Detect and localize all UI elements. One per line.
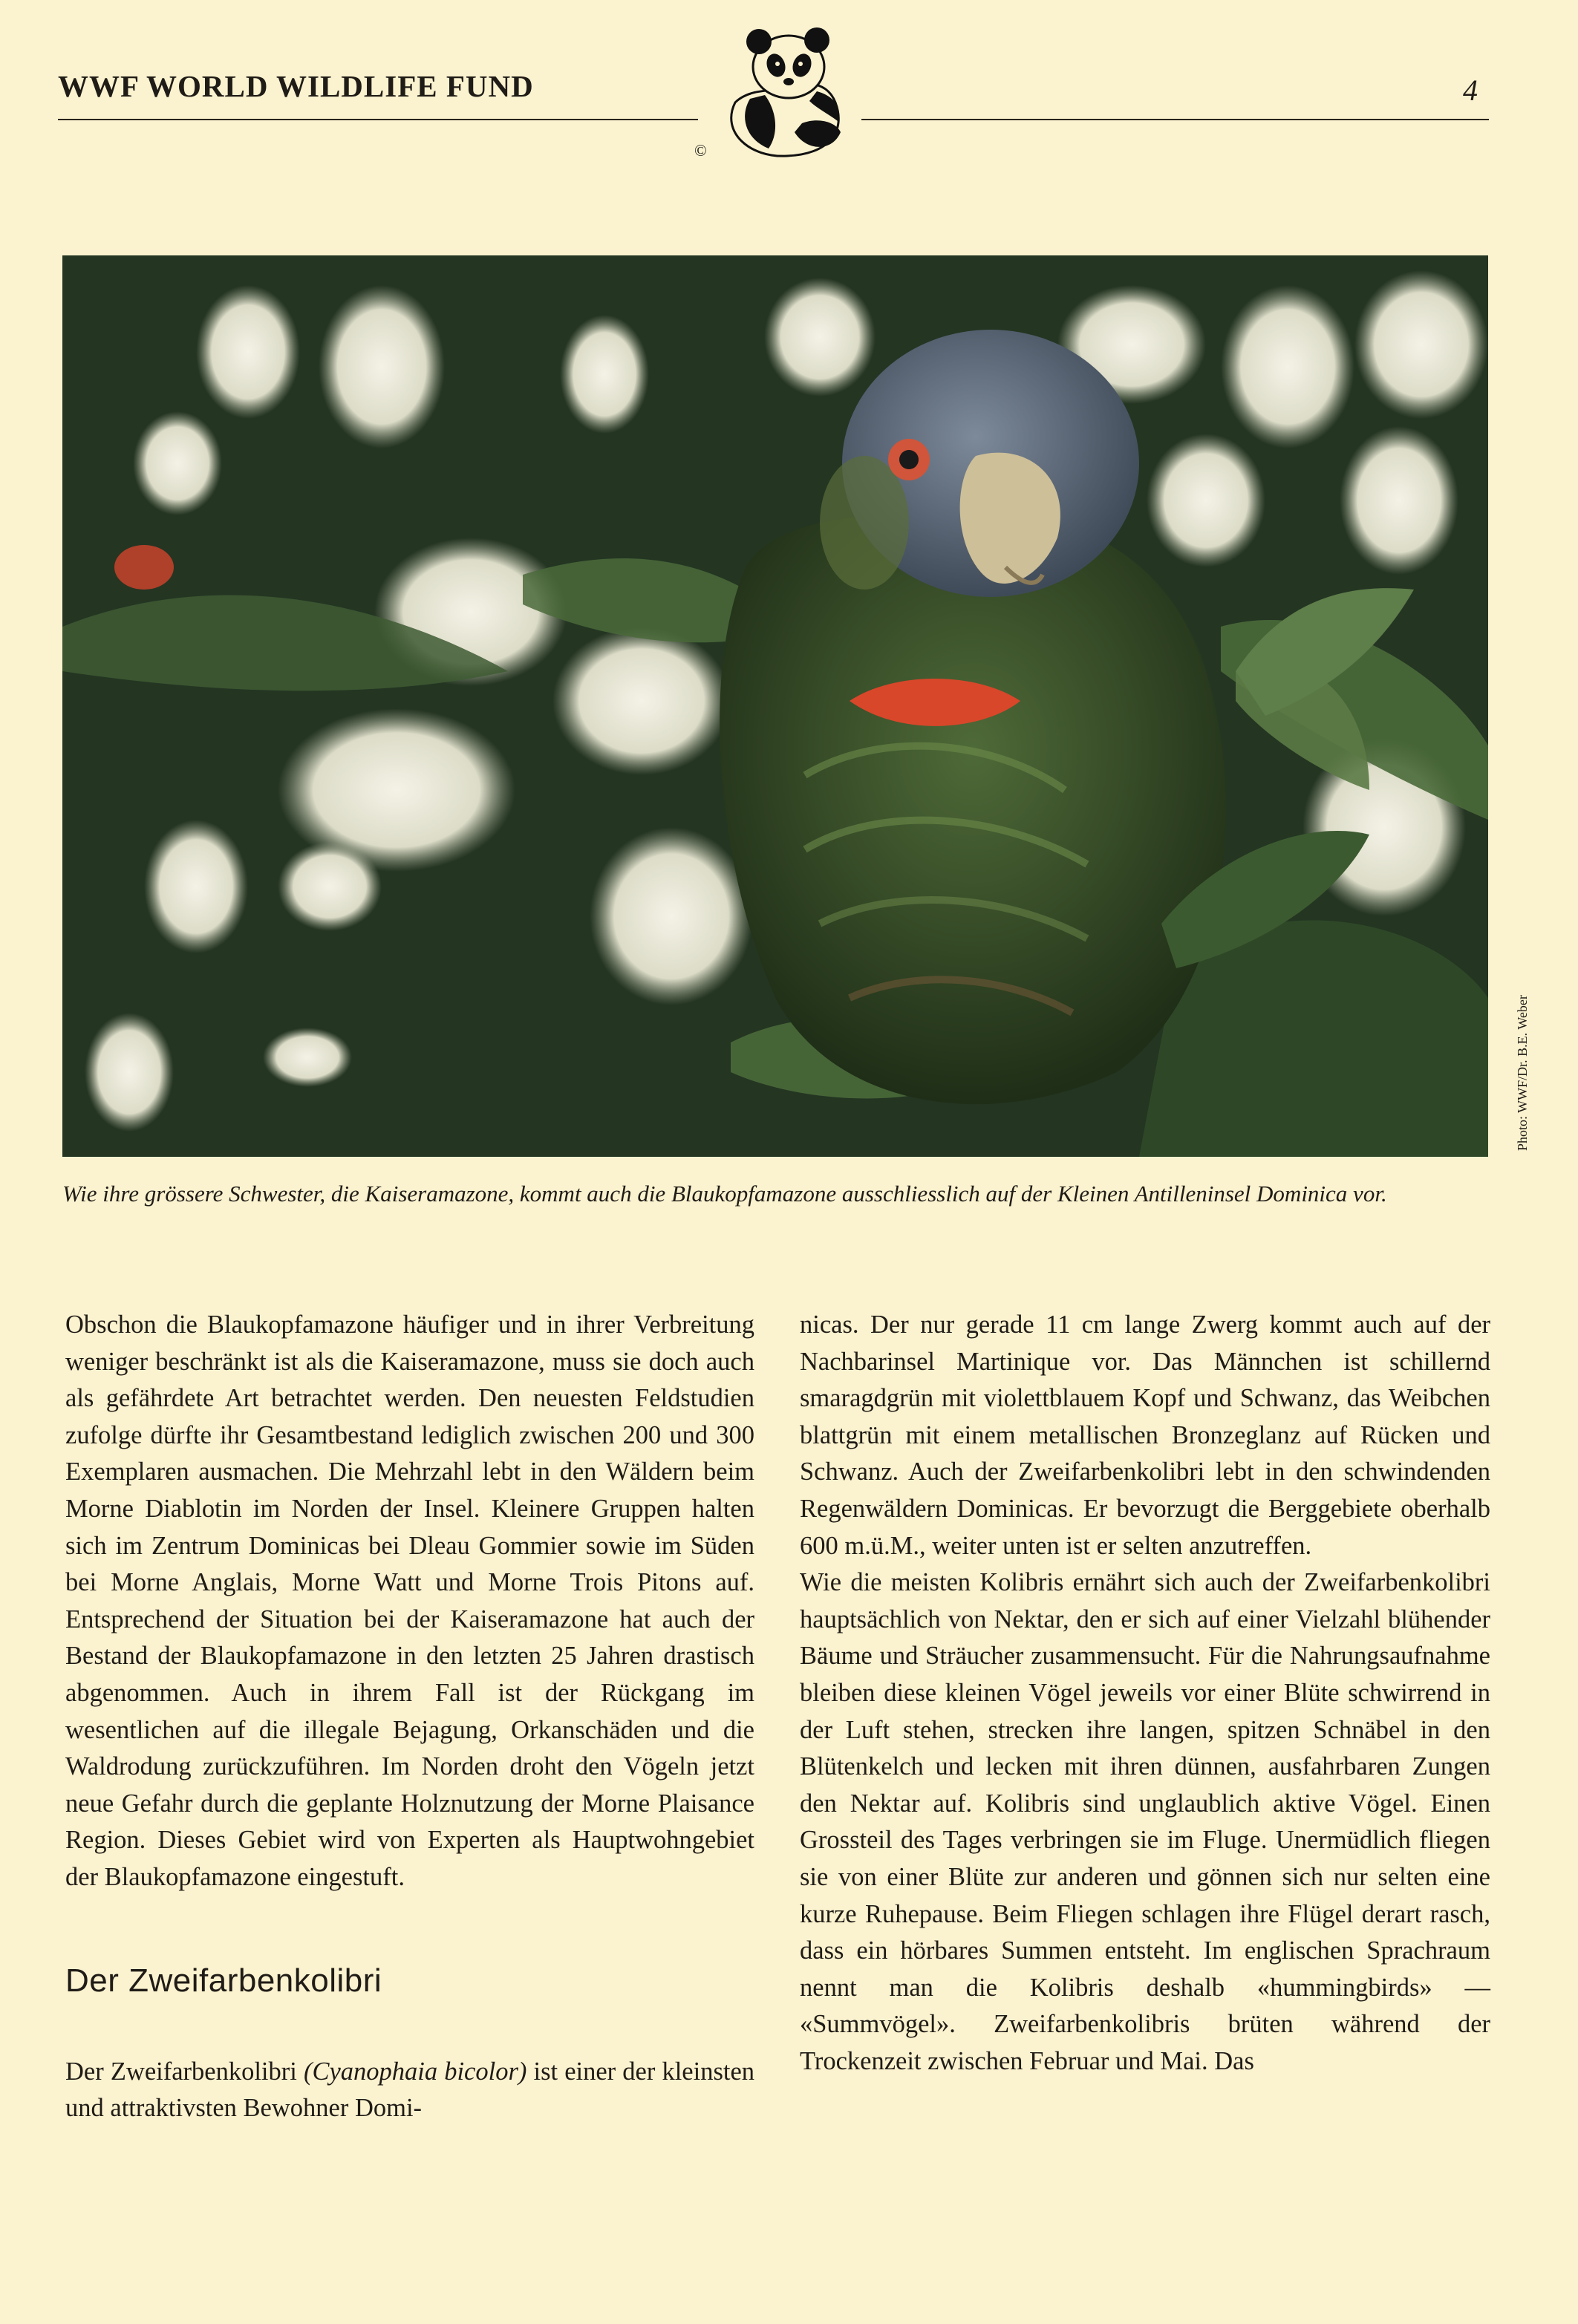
section-heading: Der Zweifarbenkolibri — [65, 1962, 382, 1999]
right-paragraph-2: Wie die meisten Kolibris ernährt sich auch der Zweifarbenkolibri hauptsächlich von Nektar, den er sich auf einer Vielzahl blühender Bäume und Sträucher zusammensucht. Für die Nahrungsaufnahme bleiben diese kleinen Vögel jeweils vor einer Blüte schwirrend in der Luft stehen, strecken ihre langen, spitzen Schnäbel in den Blütenkelch und lecken mit ihren dünnen, ausfahrbaren Zungen den Nektar auf. Kolibris sind unglaublich aktive Vögel. Einen Grossteil des Tages verbringen sie im Fluge. Unermüdlich fliegen sie von einer Blüte zur anderen und gönnen sich nur selten eine kurze Ruhepause. Beim Fliegen schlagen ihre Flügel derart rasch, dass ein hörbares Summen entsteht. Im englischen Sprachraum nennt man die Kolibris deshalb «hummingbirds» — «Summvögel». Zweifarbenkolibris brüten während der Trockenzeit zwischen Februar und Mai. Das — [800, 1568, 1490, 2075]
header-title: WWF WORLD WILDLIFE FUND — [58, 69, 534, 103]
header-rule-right — [861, 119, 1489, 120]
species-name: (Cyanophaia bicolor) — [303, 2057, 527, 2086]
left-paragraph-1: Obschon die Blaukopfamazone häufiger und in ihrer Verbreitung weniger beschränkt ist als die Kaiseramazone, muss sie doch auch als gefährdete Art betrachtet werden. Den neuesten Feldstudien zufolge dürfte ihr Gesamtbestand lediglich zwischen 200 und 300 Exemplaren ausmachen. Die Mehrzahl lebt in den Wäldern beim Morne Diablotin im Norden der Insel. Kleinere Gruppen halten sich im Zentrum Dominicas bei Dleau Gommier sowie im Süden bei Morne Anglais, Morne Watt und Morne Trois Pitons auf. Entsprechend der Situation bei der Kaiseramazone hat auch der Bestand der Blaukopfamazone in den letzten 25 Jahren drastisch abgenommen. Auch in ihrem Fall ist der Rückgang im wesentlichen auf die illegale Bejagung, Orkanschäden und die Waldrodung zurückzuführen. Im Norden droht den Vögeln jetzt neue Gefahr durch die geplante Holznutzung der Morne Plaisance Region. Dieses Gebiet wird von Experten als Hauptwohngebiet der Blaukopfamazone eingestuft. — [65, 1310, 754, 1891]
copyright-symbol: © — [694, 141, 707, 160]
left-paragraph-2 — [65, 2054, 754, 2127]
photo-caption: Wie ihre grössere Schwester, die Kaiseramazone, kommt auch die Blaukopfamazone ausschliesslich auf der Kleinen Antilleninsel Dominica vor. — [62, 1181, 1387, 1207]
header-rule-left — [58, 119, 698, 120]
photo-credit: Photo: WWF/Dr. B.E. Weber — [1515, 995, 1530, 1151]
right-column — [800, 1307, 1490, 2080]
paragraph-2-end: ist einer der kleinsten und attraktivsten Bewohner Domi- — [65, 2057, 755, 2123]
panda-logo-icon — [705, 21, 861, 162]
left-column — [65, 1307, 754, 2127]
page-number: 4 — [1463, 74, 1478, 107]
parrot-photo — [62, 255, 1488, 1157]
paragraph-2-start: Der Zweifarbenkolibri — [65, 2057, 304, 2086]
right-paragraph-1: nicas. Der nur gerade 11 cm lange Zwerg kommt auch auf der Nachbarinsel Martinique vor. Das Männchen ist schillernd smaragdgrün mit violettblauem Kopf und Schwanz, das Weibchen blattgrün mit einem metallischen Bronzeglanz auf Rücken und Schwanz. Auch der Zweifarbenkolibri lebt in den schwindenden Regenwäldern Dominicas. Er bevorzugt die Berggebiete oberhalb 600 m.ü.M., weiter unten ist er selten anzutreffen. — [800, 1310, 1490, 1560]
